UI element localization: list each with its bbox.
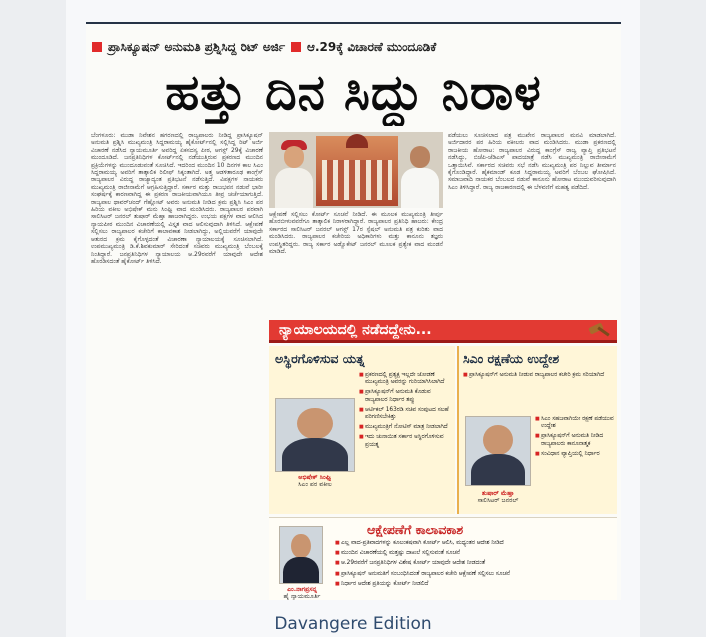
portrait-judge xyxy=(279,526,323,584)
building-image xyxy=(316,136,398,206)
list-item: ■ ಪ್ರಾಸಿಕ್ಯೂಷನ್‌ಗೆ ಅನುಮತಿ ನೀಡಿದ ರಾಜ್ಯಪಾಲರು ಕಾನೂನಾತ್ಮಕ xyxy=(535,433,615,447)
panel-left-points xyxy=(359,372,451,512)
list-item: ■ ಇದು ಚುನಾಯಿತ ಸರ್ಕಾರ ಅಸ್ಥಿರಗೊಳಿಸುವ ಪ್ರಯತ್ನ xyxy=(359,434,451,448)
list-item: ■ ಮುಖ್ಯಮಂತ್ರಿಗೆ ನೋಟಿಸ್ ಮಾತ್ರ ನೀಡಲಾಗಿದೆ xyxy=(359,424,451,431)
portrait-caption: ತುಷಾರ್ ಮೆಹ್ತಾ ಸಾಲಿಸಿಟರ್ ಜನರಲ್ xyxy=(477,490,519,504)
portrait-singhvi xyxy=(275,398,355,472)
red-square-icon xyxy=(92,42,102,52)
list-item: ■ ಸಂವಿಧಾನ ವ್ಯಾಪ್ತಿಯಲ್ಲಿ ನಿರ್ಧಾರ xyxy=(535,451,615,458)
kicker-right: ಆ.29ಕ್ಕೆ ವಿಚಾರಣೆ ಮುಂದೂಡಿಕೆ xyxy=(307,39,437,54)
list-item: ■ ಪ್ರಾಸಿಕ್ಯೂಷನ್‌ಗೆ ಅನುಮತಿ ನೀಡುವ ರಾಜ್ಯಪಾಲರ ಕಚೇರಿ ಕ್ರಮ ಸರಿಯಾಗಿದೆ xyxy=(463,372,613,379)
bottom-points xyxy=(335,540,613,600)
list-item: ■ ಆರ್ಟಿಕಲ್ 163ರಡಿ ಸಚಿವ ಸಂಪುಟದ ಸಲಹೆ ಪರಿಗಣಿಸಬೇಕಿತ್ತು xyxy=(359,407,451,421)
list-item: ■ ಪ್ರಾಸಿಕ್ಯೂಷನ್ ಅನುಮತಿಗೆ ಸಂಬಂಧಿಸಿದಂತೆ ರಾಜ್ಯಪಾಲರ ಕಚೇರಿ ಆಕ್ಷೇಪಣೆ ಸಲ್ಲಿಸಲು ಸೂಚನೆ xyxy=(335,571,613,578)
list-item: ■ ನಿರ್ಧಾರ ಆದೇಶ ಪ್ರತಿಯನ್ನು ಕೋರ್ಟ್ ನೀಡಲಿದೆ xyxy=(335,581,613,588)
list-item: ■ ಎಲ್ಲ ವಾದ-ಪ್ರತಿವಾದಗಳನ್ನು ಕೂಲಂಕಷವಾಗಿ ಕೋರ್ಟ್ ಆಲಿಸಿ, ಮಧ್ಯಂತರ ಆದೇಶ ನೀಡಿದೆ xyxy=(335,540,613,547)
section-banner xyxy=(269,320,617,343)
list-item: ■ ಆ.29ರವರೆಗೆ ಜನಪ್ರತಿನಿಧಿಗಳ ವಿಶೇಷ ಕೋರ್ಟ್ ಯಾವುದೇ ಆದೇಶ ನೀಡದಂತೆ xyxy=(335,560,613,567)
article-mid-column: ಆಕ್ಷೇಪಣೆ ಸಲ್ಲಿಸಲು ಕೋರ್ಟ್ ಸೂಚನೆ ನೀಡಿದೆ. ಈ ಮೂಲಕ ಮುಖ್ಯಮಂತ್ರಿ ತೀರ್ಪು ಹೊರಬೀಳುವವರೆಗೂ ತಾತ್ಕಾಲಿಕ ನಿರಾಳರಾಗಿದ್ದಾರೆ. ರಾಜ್ಯಪಾಲರ ಪ್ರತಿನಿಧಿ ಹಾಜರು: ಕೇಂದ್ರ ಸರ್ಕಾರದ ಸಾಲಿಸಿಟರ್ ಜನರಲ್ ಆಗಸ್ಟ್ 17ರ ಸ್ಪೆಷಲ್ ಅನುಮತಿ ಪತ್ರ ಕುರಿತು ವಾದ ಮಂಡಿಸಿದರು. ರಾಜ್ಯಪಾಲರ ಕಚೇರಿಯ ಅಧಿಕಾರಿಗಳು ಮತ್ತು ಕಾನೂನು ತಜ್ಞರು ಉಪಸ್ಥಿತರಿದ್ದರು. ರಾಜ್ಯ ಸರ್ಕಾರ ಅಡ್ವೊಕೇಟ್ ಜನರಲ್ ಮೂಲಕ ಪ್ರತ್ಯೇಕ ವಾದ ಮಂಡನೆ ಮಾಡಿದೆ. xyxy=(269,211,443,256)
panel-right-title: ಸಿಎಂ ರಕ್ಷಣೆಯ ಉದ್ದೇಶ xyxy=(463,351,560,366)
bottom-title: ಆಕ್ಷೇಪಣೆಗೆ ಕಾಲಾವಕಾಶ xyxy=(367,522,464,537)
list-item: ■ ಪ್ರಾಸಿಕ್ಯೂಷನ್‌ಗೆ ಅನುಮತಿ ಕೊಡುವ ರಾಜ್ಯಪಾಲರ ನಿರ್ಧಾರ ತಪ್ಪು xyxy=(359,389,451,403)
panel-left xyxy=(269,346,455,514)
governor-portrait xyxy=(273,138,315,208)
headline: ಹತ್ತು ದಿನ ಸಿದ್ದು ನಿರಾಳ xyxy=(165,64,542,121)
kicker-left: ಪ್ರಾಸಿಕ್ಯೂಷನ್ ಅನುಮತಿ ಪ್ರಶ್ನಿಸಿದ್ದ ರಿಟ್ ಅರ್ಜಿ xyxy=(108,39,286,54)
panel-right-points-top xyxy=(463,372,613,414)
list-item: ■ ಸಿಎಂ ಸಹಜವಾಗಿಯೇ ರಕ್ಷಣೆ ಪಡೆಯುವ ಉದ್ದೇಶ xyxy=(535,416,615,430)
panel-left-title: ಅಸ್ಥಿರಗೊಳಿಸುವ ಯತ್ನ xyxy=(275,351,365,366)
panel-right xyxy=(457,346,617,514)
bottom-section xyxy=(269,517,617,600)
portrait-caption: ಅಭಿಷೇಕ್ ಸಿಂಘ್ವಿ ಸಿಎಂ ಪರ ವಕೀಲ xyxy=(298,474,332,488)
kicker-line xyxy=(92,38,615,56)
portrait-caption: ಎಂ.ನಾಗಪ್ರಸನ್ನ ಹೈ ನ್ಯಾಯಮೂರ್ತಿ xyxy=(283,586,321,600)
banner-title: ನ್ಯಾಯಾಲಯದಲ್ಲಿ ನಡೆದದ್ದೇನು... xyxy=(279,322,432,338)
list-item: ■ ಮುಂದಿನ ವಿಚಾರಣೆಯಲ್ಲಿ ಮತ್ತಷ್ಟು ದಾಖಲೆ ಸಲ್ಲಿಸುವಂತೆ ಸೂಚನೆ xyxy=(335,550,613,557)
panel-right-points-side xyxy=(535,416,615,506)
article-right-column: ಪಡೆಯಲು ಸೂಚಿಸಲಾದ ಪತ್ರ ಮುಖೇನ ರಾಜ್ಯಪಾಲರ ಮನವಿ ಮಾಡಲಾಗಿದೆ. ಅರ್ಜಿದಾರರ ಪರ ಹಿರಿಯ ವಕೀಲರು ವಾದ ಮಂಡಿಸಿದರು. ಮುಡಾ ಪ್ರಕರಣದಲ್ಲಿ ರಾಜಕೀಯ ಹೋರಾಟ: ರಾಜ್ಯಪಾಲರ ವಿರುದ್ಧ ಕಾಂಗ್ರೆಸ್ ರಾಜ್ಯ ವ್ಯಾಪ್ತಿ ಪ್ರತಿಭಟನೆ ನಡೆಸಿದ್ದು, ಬಿಜೆಪಿ-ಜೆಡಿಎಸ್ ಪಾದಯಾತ್ರೆ ನಡೆಸಿ ಮುಖ್ಯಮಂತ್ರಿ ರಾಜೀನಾಮೆಗೆ ಒತ್ತಾಯಿಸಿವೆ. ಸರ್ಕಾರದ ಸಚಿವರು ಸಭೆ ನಡೆಸಿ ಮುಖ್ಯಮಂತ್ರಿ ಪರ ನಿಲ್ಲುವ ತೀರ್ಮಾನ ಕೈಗೊಂಡಿದ್ದಾರೆ. ಹೈಕಮಾಂಡ್ ಕೂಡ ಸಿದ್ದರಾಮಯ್ಯ ಅವರಿಗೆ ಬೆಂಬಲ ಘೋಷಿಸಿದೆ. ಸಮಾಜವಾದಿ ನಾಯಕರ ಬೆಂಬಲದ ನಡುವೆ ಕಾನೂನು ಹೋರಾಟ ಮುಂದುವರಿಸುವುದಾಗಿ ಸಿಎಂ ತಿಳಿಸಿದ್ದಾರೆ. ರಾಜ್ಯ ರಾಜಕಾರಣದಲ್ಲಿ ಈ ಬೆಳವಣಿಗೆ ಮಹತ್ವ ಪಡೆದಿದೆ. xyxy=(448,132,616,191)
newspaper-clipping xyxy=(86,22,621,600)
lead-photo xyxy=(269,132,443,208)
portrait-mehta xyxy=(465,416,531,486)
chief-minister-portrait xyxy=(399,138,441,208)
gavel-icon xyxy=(585,323,611,339)
edition-label[interactable]: Davangere Edition xyxy=(274,614,432,634)
red-square-icon xyxy=(291,42,301,52)
article-left-column: ಬೆಂಗಳೂರು: ಮುಡಾ ನಿವೇಶನ ಹಗರಣದಲ್ಲಿ ರಾಜ್ಯಪಾಲರು ನೀಡಿದ್ದ ಪ್ರಾಸಿಕ್ಯೂಷನ್ ಅನುಮತಿ ಪ್ರಶ್ನಿಸಿ ಮುಖ್ಯಮಂತ್ರಿ ಸಿದ್ದರಾಮಯ್ಯ ಹೈಕೋರ್ಟ್‌ನಲ್ಲಿ ಸಲ್ಲಿಸಿದ್ದ ರಿಟ್ ಅರ್ಜಿ ವಿಚಾರಣೆ ನಡೆಸಿದ ನ್ಯಾಯಮೂರ್ತಿ ಅವರಿದ್ದ ಏಕಸದಸ್ಯ ಪೀಠ, ಆಗಸ್ಟ್ 29ಕ್ಕೆ ವಿಚಾರಣೆ ಮುಂದೂಡಿದೆ. ಜನಪ್ರತಿನಿಧಿಗಳ ಕೋರ್ಟ್‌ನಲ್ಲಿ ನಡೆಯುತ್ತಿರುವ ಪ್ರಕರಣದ ಮುಂದಿನ ಪ್ರಕ್ರಿಯೆಗಳನ್ನು ಮುಂದೂಡುವಂತೆ ಸೂಚಿಸಿದೆ. ಇದರಿಂದ ಮುಂದಿನ 10 ದಿನಗಳ ಕಾಲ ಸಿಎಂ ಸಿದ್ದರಾಮಯ್ಯ ಅವರಿಗೆ ತಾತ್ಕಾಲಿಕ ರಿಲೀಫ್ ಸಿಕ್ಕಂತಾಗಿದೆ. ಅತ್ತ ಆಡಳಿತಾರೂಢ ಕಾಂಗ್ರೆಸ್ ರಾಜ್ಯಪಾಲರ ವಿರುದ್ಧ ರಾಜ್ಯಾದ್ಯಂತ ಪ್ರತಿಭಟನೆ ನಡೆಸುತ್ತಿದೆ. ವಿಪಕ್ಷಗಳ ನಾಯಕರು ಮುಖ್ಯಮಂತ್ರಿ ರಾಜೀನಾಮೆಗೆ ಆಗ್ರಹಿಸುತ್ತಿದ್ದಾರೆ. ಸರ್ಕಾರ ಮತ್ತು ರಾಜಭವನ ನಡುವೆ ಭಾರೀ ಸಂಘರ್ಷಕ್ಕೆ ಕಾರಣವಾಗಿದ್ದ ಈ ಪ್ರಕರಣ ರಾಜಕೀಯವಾಗಿಯೂ ತೀವ್ರ ಚರ್ಚೆಯಾಗುತ್ತಿದೆ. ರಾಜ್ಯಪಾಲ ಥಾವರ್‌ಚಂದ್ ಗೆಹ್ಲೋಟ್ ಅವರು ಅನುಮತಿ ನೀಡಿದ ಕ್ರಮ ಪ್ರಶ್ನಿಸಿ ಸಿಎಂ ಪರ ಹಿರಿಯ ವಕೀಲ ಅಭಿಷೇಕ್ ಮನು ಸಿಂಘ್ವಿ ವಾದ ಮಂಡಿಸಿದರು. ರಾಜ್ಯಪಾಲರ ಪರವಾಗಿ ಸಾಲಿಸಿಟರ್ ಜನರಲ್ ತುಷಾರ್ ಮೆಹ್ತಾ ಹಾಜರಾಗಿದ್ದರು. ಉಭಯ ಪಕ್ಷಗಳ ವಾದ ಆಲಿಸಿದ ನ್ಯಾಯಪೀಠ ಮುಂದಿನ ವಿಚಾರಣೆಯಲ್ಲಿ ವಿಸ್ತೃತ ವಾದ ಆಲಿಸುವುದಾಗಿ ತಿಳಿಸಿದೆ. ಆಕ್ಷೇಪಣೆ ಸಲ್ಲಿಸಲು ರಾಜ್ಯಪಾಲರ ಕಚೇರಿಗೆ ಕಾಲಾವಕಾಶ ನೀಡಲಾಗಿದ್ದು, ಅಲ್ಲಿಯವರೆಗೆ ಯಾವುದೇ ಆತುರದ ಕ್ರಮ ಕೈಗೊಳ್ಳದಂತೆ ವಿಚಾರಣಾ ನ್ಯಾಯಾಲಯಕ್ಕೆ ಸೂಚಿಸಲಾಗಿದೆ. ಉಪಮುಖ್ಯಮಂತ್ರಿ ಡಿ.ಕೆ.ಶಿವಕುಮಾರ್ ಸೇರಿದಂತೆ ಸಚಿವರು ಮುಖ್ಯಮಂತ್ರಿ ಬೆಂಬಲಕ್ಕೆ ನಿಂತಿದ್ದಾರೆ. ಜನಪ್ರತಿನಿಧಿಗಳ ನ್ಯಾಯಾಲಯ ಆ.29ರವರೆಗೆ ಯಾವುದೇ ಆದೇಶ ಹೊರಡಿಸದಂತೆ ಹೈಕೋರ್ಟ್ ತಿಳಿಸಿದೆ. xyxy=(91,132,263,265)
list-item: ■ ಪ್ರಕರಣದಲ್ಲಿ ಪ್ರತ್ಯಕ್ಷ ಇಲ್ಲದೇ ಜೋಡಣೆ ಮುಖ್ಯಮಂತ್ರಿ ಅವರನ್ನು ಗುರಿಯಾಗಿಸಿಲಾಗಿದೆ xyxy=(359,372,451,386)
